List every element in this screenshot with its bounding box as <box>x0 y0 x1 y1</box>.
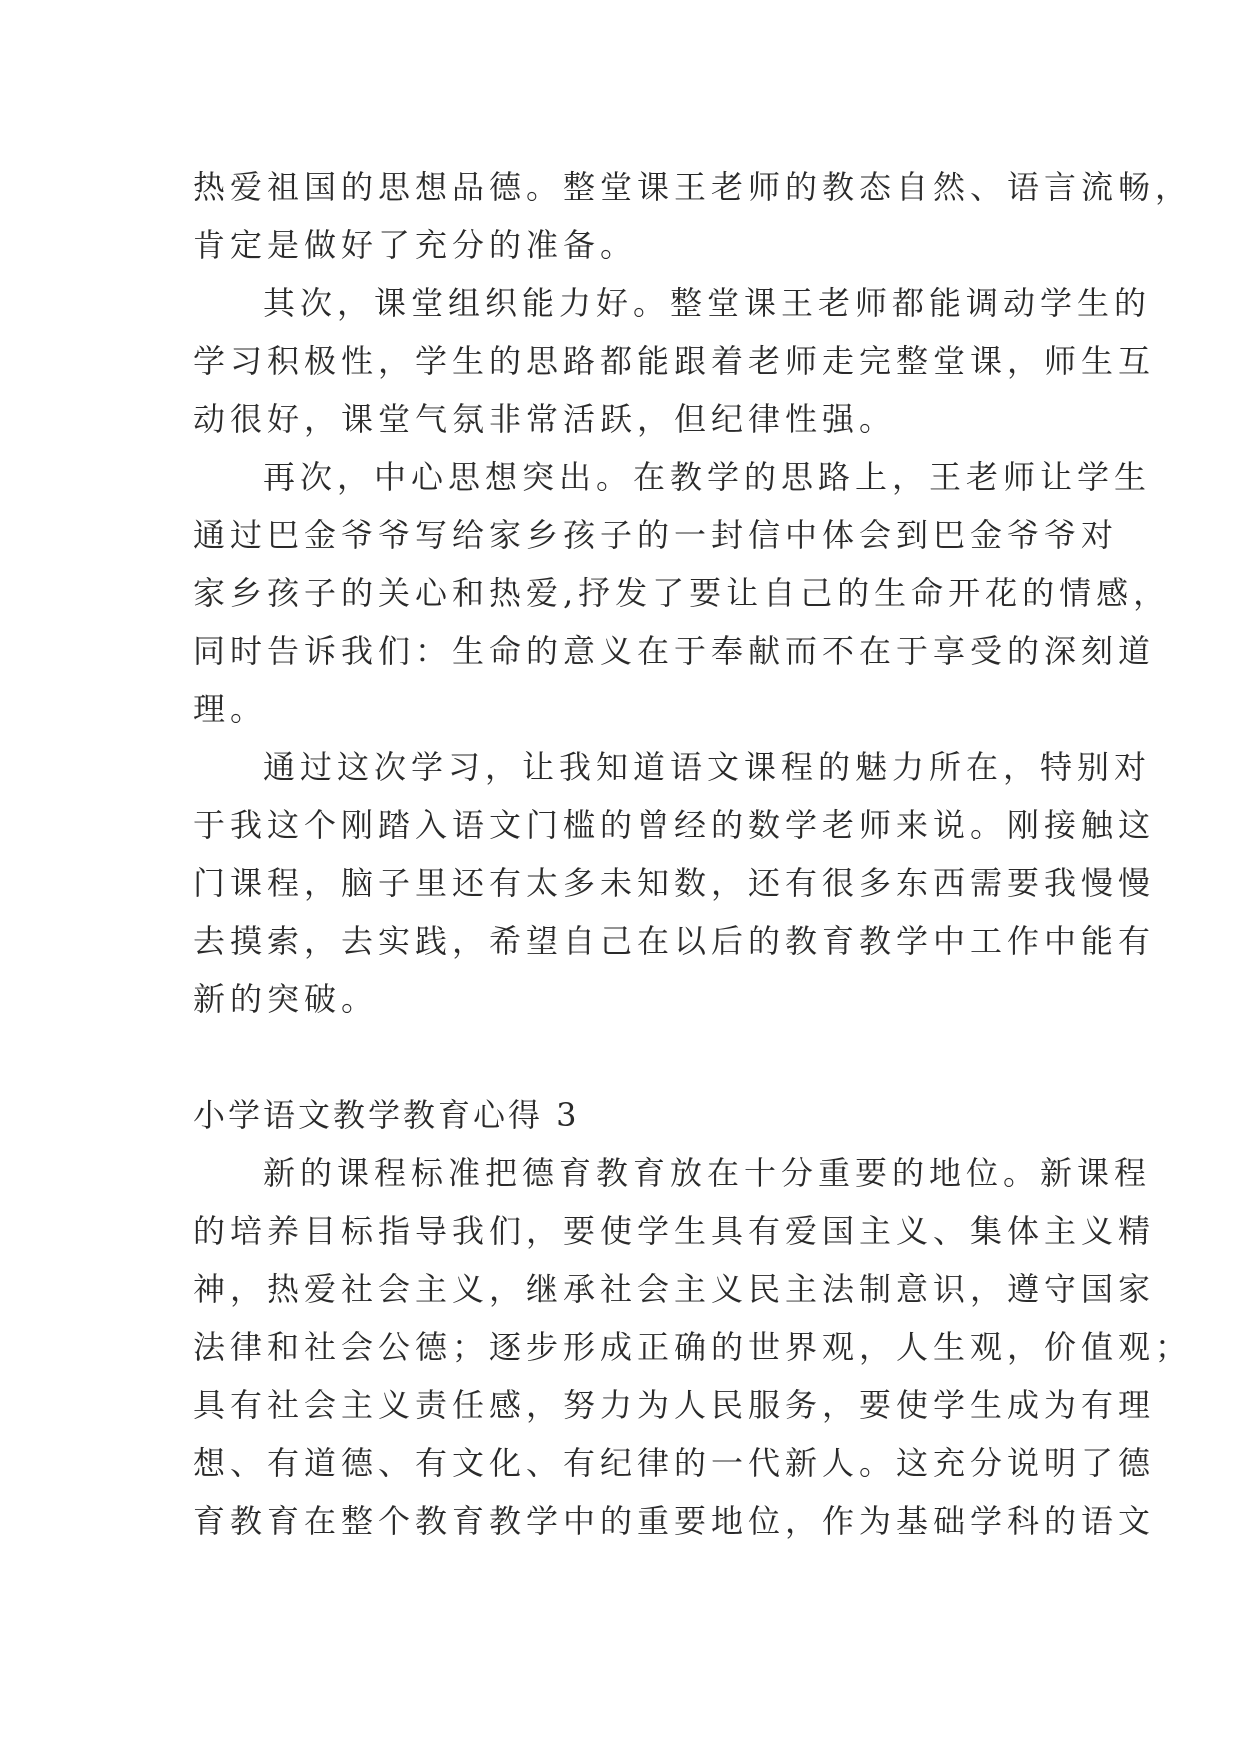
paragraph-reflection <box>193 738 1156 1028</box>
text-line: 的培养目标指导我们，要使学生具有爱国主义、集体主义精 <box>193 1212 1156 1250</box>
text-line: 肯定是做好了充分的准备。 <box>193 226 638 264</box>
section-spacer <box>193 1028 1051 1086</box>
text-line: 家乡孩子的关心和热爱,抒发了要让自己的生命开花的情感， <box>193 574 1171 612</box>
paragraph-continuation <box>193 158 1193 274</box>
paragraph-third-point <box>193 448 1171 738</box>
text-line: 想、有道德、有文化、有纪律的一代新人。这充分说明了德 <box>193 1444 1156 1482</box>
text-line: 同时告诉我们：生命的意义在于奉献而不在于享受的深刻道 <box>193 632 1156 670</box>
text-line: 去摸索，去实践，希望自己在以后的教育教学中工作中能有 <box>193 922 1156 960</box>
section-heading: 小学语文教学教育心得 3 <box>193 1096 580 1134</box>
text-line: 新的课程标准把德育教育放在十分重要的地位。新课程 <box>263 1154 1152 1192</box>
text-line: 通过巴金爷爷写给家乡孩子的一封信中体会到巴金爷爷对 <box>193 516 1119 554</box>
text-line: 具有社会主义责任感，努力为人民服务，要使学生成为有理 <box>193 1386 1156 1424</box>
text-line: 于我这个刚踏入语文门槛的曾经的数学老师来说。刚接触这 <box>193 806 1156 844</box>
text-line: 热爱祖国的思想品德。整堂课王老师的教态自然、语言流畅， <box>193 168 1193 206</box>
text-line: 育教育在整个教育教学中的重要地位，作为基础学科的语文 <box>193 1502 1156 1540</box>
text-line: 通过这次学习，让我知道语文课程的魅力所在，特别对 <box>263 748 1152 786</box>
text-line: 动很好，课堂气氛非常活跃，但纪律性强。 <box>193 400 897 438</box>
document-body <box>193 158 1193 1550</box>
text-line: 再次，中心思想突出。在教学的思路上，王老师让学生 <box>263 458 1152 496</box>
text-line: 门课程，脑子里还有太多未知数，还有很多东西需要我慢慢 <box>193 864 1156 902</box>
text-line: 学习积极性，学生的思路都能跟着老师走完整堂课，师生互 <box>193 342 1156 380</box>
text-line: 神，热爱社会主义，继承社会主义民主法制意识，遵守国家 <box>193 1270 1156 1308</box>
paragraph-moral-education <box>193 1144 1193 1550</box>
text-line: 新的突破。 <box>193 980 379 1018</box>
paragraph-second-point <box>193 274 1156 448</box>
text-line: 理。 <box>193 690 268 728</box>
text-line: 法律和社会公德；逐步形成正确的世界观，人生观，价值观； <box>193 1328 1193 1366</box>
text-line: 其次，课堂组织能力好。整堂课王老师都能调动学生的 <box>263 284 1152 322</box>
